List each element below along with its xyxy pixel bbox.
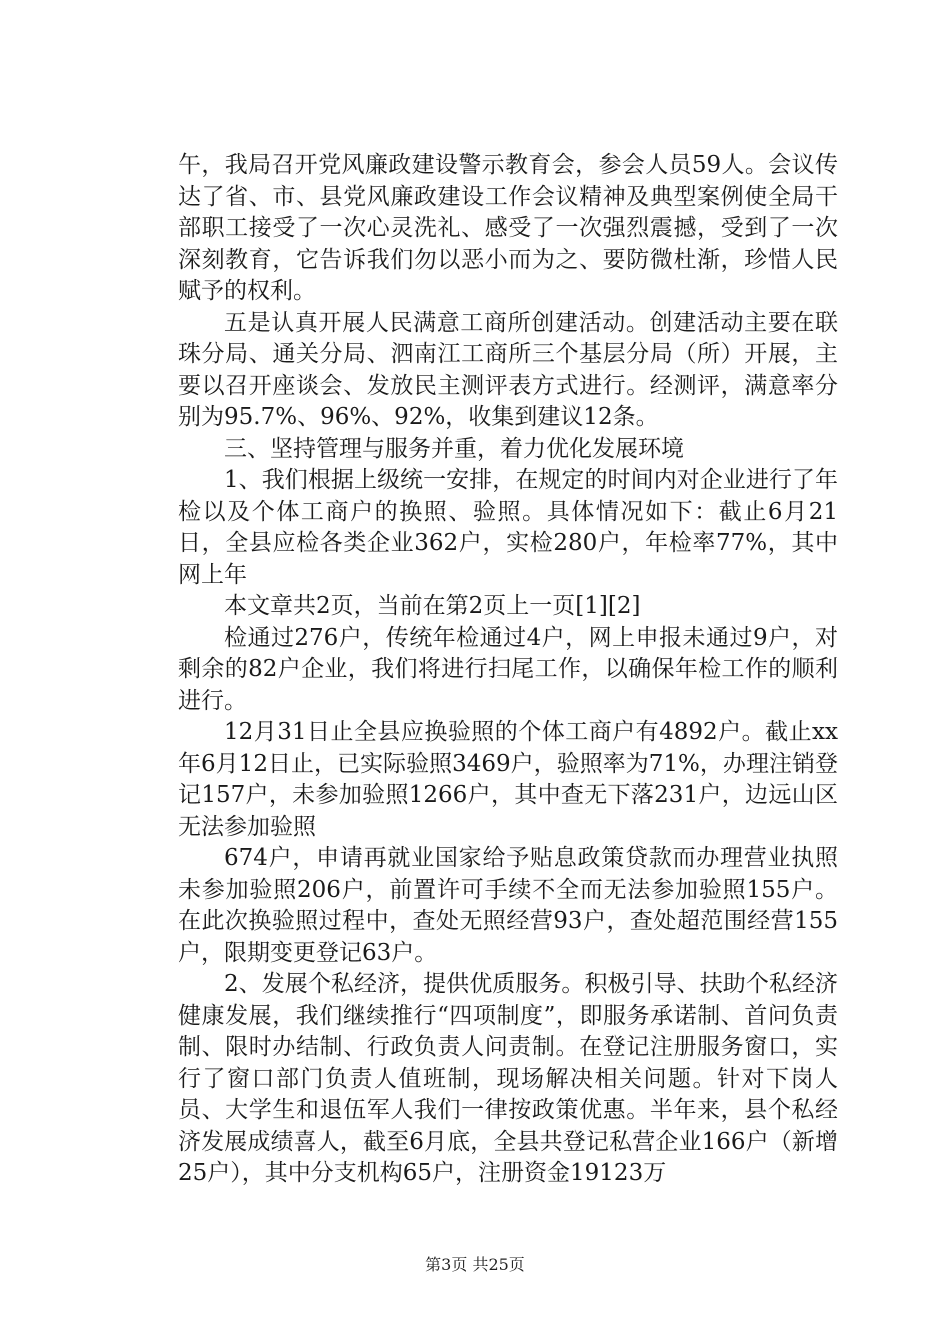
- paragraph-satisfaction-activity: 五是认真开展人民满意工商所创建活动。创建活动主要在联珠分局、通关分局、泗南江工商所三个基层分局（所）开展，主要以召开座谈会、发放民主测评表方式进行。经测评，满意率分别为95.7%、96%、92%，收集到建议12条。: [178, 309, 838, 430]
- section-heading: 三、坚持管理与服务并重，着力优化发展环境: [224, 435, 684, 462]
- document-body: [178, 150, 838, 1190]
- paragraph-inspection-result: 检通过276户，传统年检通过4户，网上申报未通过9户，对剩余的82户企业，我们将进行扫尾工作，以确保年检工作的顺利进行。: [178, 624, 838, 714]
- paragraph-license-renewal: 12月31日止全县应换验照的个体工商户有4892户。截止xx年6月12日止，已实际验照3469户，验照率为71%，办理注销登记157户，未参加验照1266户，其中查无下落231户，边远山区无法参加验照: [178, 719, 838, 840]
- pagination-note: 本文章共2页，当前在第2页上一页[1][2]: [224, 593, 641, 619]
- paragraph-private-economy: 2、发展个私经济，提供优质服务。积极引导、扶助个私经济健康发展，我们继续推行“四项制度”，即服务承诺制、首问负责制、限时办结制、行政负责人问责制。在登记注册服务窗口，实行了窗口部门负责人值班制，现场解决相关问题。针对下岗人员、大学生和退伍军人我们一律按政策优惠。半年来，县个私经济发展成绩喜人，截至6月底，全县共登记私营企业166户（新增25户），其中分支机构65户，注册资金19123万: [178, 971, 838, 1186]
- paragraph-license-details: 674户，申请再就业国家给予贴息政策贷款而办理营业执照未参加验照206户，前置许可手续不全而无法参加验照155户。在此次换验照过程中，查处无照经营93户，查处超范围经营155户，限期变更登记63户。: [178, 845, 838, 966]
- paragraph-meeting: 午，我局召开党风廉政建设警示教育会，参会人员59人。会议传达了省、市、县党风廉政建设工作会议精神及典型案例使全局干部职工接受了一次心灵洗礼、感受了一次强烈震撼，受到了一次深刻教育，它告诉我们勿以恶小而为之、要防微杜渐，珍惜人民赋予的权利。: [178, 152, 838, 304]
- page-number-footer: 第3页 共25页: [425, 1255, 525, 1274]
- paragraph-annual-inspection: 1、我们根据上级统一安排，在规定的时间内对企业进行了年检以及个体工商户的换照、验照。具体情况如下：截止6月21日，全县应检各类企业362户，实检280户，年检率77%，其中网上年: [178, 467, 838, 588]
